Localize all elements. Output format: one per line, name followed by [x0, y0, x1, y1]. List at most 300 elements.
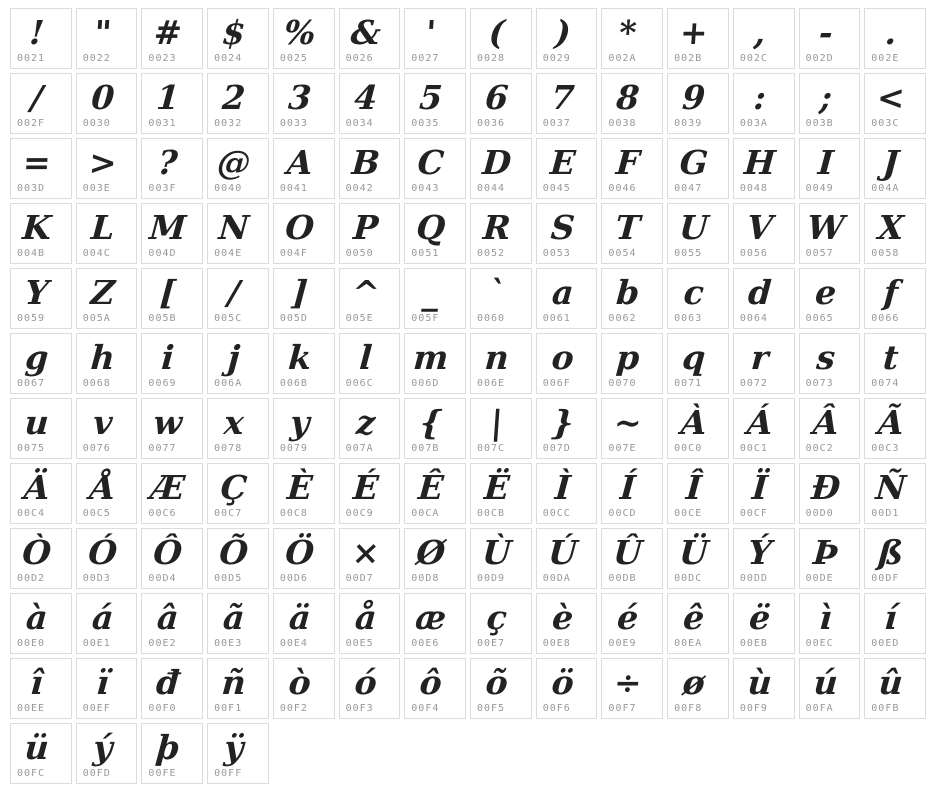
glyph-character: N	[217, 208, 251, 247]
glyph-character: ë	[747, 598, 772, 637]
glyph-character: >	[87, 143, 118, 182]
glyph-cell	[536, 8, 598, 69]
glyph-character: ï	[94, 663, 111, 702]
glyph-character: ã	[221, 598, 247, 637]
codepoint-label: 0063	[674, 313, 703, 324]
codepoint-label: 00E1	[82, 638, 111, 649]
codepoint-label: 0052	[477, 248, 506, 259]
codepoint-label: 00F6	[542, 703, 571, 714]
codepoint-label: 00CB	[477, 508, 506, 519]
glyph-cell	[667, 333, 729, 394]
codepoint-label: 0032	[214, 118, 243, 129]
glyph-cell	[339, 593, 401, 654]
glyph-character: <	[875, 78, 907, 117]
glyph-character: Ê	[417, 468, 446, 507]
codepoint-label: 00DF	[871, 573, 900, 584]
codepoint-label: 00C4	[17, 508, 46, 519]
codepoint-label: 0072	[739, 378, 768, 389]
codepoint-label: 00CD	[608, 508, 637, 519]
glyph-cell	[601, 138, 663, 199]
codepoint-label: 006A	[214, 378, 243, 389]
codepoint-label: 003A	[739, 118, 768, 129]
codepoint-label: 0050	[345, 248, 374, 259]
glyph-cell	[339, 528, 401, 589]
glyph-cell	[339, 203, 401, 264]
glyph-cell	[536, 398, 598, 459]
glyph-character: ×	[350, 533, 381, 572]
glyph-character: &	[349, 13, 382, 52]
glyph-cell	[273, 138, 335, 199]
glyph-cell	[733, 268, 795, 329]
codepoint-label: 00D0	[805, 508, 834, 519]
glyph-cell	[667, 73, 729, 134]
glyph-cell	[733, 528, 795, 589]
glyph-cell	[10, 528, 72, 589]
glyph-character: ç	[485, 598, 509, 637]
glyph-cell	[470, 528, 532, 589]
codepoint-label: 0022	[82, 53, 111, 64]
glyph-cell	[536, 658, 598, 719]
codepoint-label: 0069	[148, 378, 177, 389]
glyph-cell	[404, 138, 466, 199]
glyph-character: g	[23, 338, 50, 377]
glyph-character: o	[550, 338, 575, 377]
codepoint-label: 007A	[345, 443, 374, 454]
glyph-character: È	[285, 468, 314, 507]
glyph-cell	[76, 73, 138, 134]
glyph-cell	[601, 593, 663, 654]
glyph-character: Õ	[218, 533, 250, 572]
glyph-cell	[667, 593, 729, 654]
glyph-cell	[339, 138, 401, 199]
glyph-character: æ	[414, 598, 448, 637]
glyph-character: Í	[619, 468, 638, 507]
glyph-cell	[273, 658, 335, 719]
codepoint-label: 004D	[148, 248, 177, 259]
glyph-cell	[601, 73, 663, 134]
glyph-character: |	[489, 403, 505, 442]
glyph-cell	[799, 8, 861, 69]
glyph-cell	[76, 528, 138, 589]
glyph-cell	[733, 73, 795, 134]
glyph-character: [	[159, 273, 178, 312]
codepoint-label: 0056	[739, 248, 768, 259]
glyph-cell	[470, 658, 532, 719]
glyph-character: /	[29, 78, 45, 117]
glyph-cell	[470, 398, 532, 459]
glyph-cell	[799, 658, 861, 719]
glyph-character: à	[24, 598, 49, 637]
glyph-character: É	[351, 468, 380, 507]
glyph-cell	[667, 138, 729, 199]
glyph-cell	[76, 203, 138, 264]
codepoint-label: 00F4	[411, 703, 440, 714]
glyph-cell	[470, 333, 532, 394]
glyph-cell	[799, 138, 861, 199]
codepoint-label: 00ED	[871, 638, 900, 649]
glyph-cell	[799, 463, 861, 524]
glyph-character: â	[156, 598, 181, 637]
glyph-cell	[76, 8, 138, 69]
codepoint-label: 00D5	[214, 573, 243, 584]
glyph-character: O	[283, 208, 316, 247]
glyph-character: :	[752, 78, 768, 117]
glyph-cell	[10, 658, 72, 719]
glyph-character: ò	[287, 663, 313, 702]
glyph-cell	[733, 8, 795, 69]
glyph-character: I	[816, 143, 835, 182]
glyph-character: Ã	[876, 403, 906, 442]
glyph-cell	[667, 463, 729, 524]
glyph-character: ä	[287, 598, 312, 637]
glyph-character: W	[805, 208, 846, 247]
glyph-cell	[667, 528, 729, 589]
glyph-character: Ä	[22, 468, 52, 507]
glyph-character: Ô	[152, 533, 185, 572]
codepoint-label: 00F0	[148, 703, 177, 714]
glyph-character: ø	[681, 663, 707, 702]
codepoint-label: 006B	[279, 378, 308, 389]
glyph-cell	[601, 528, 663, 589]
glyph-cell	[404, 593, 466, 654]
glyph-character: 5	[418, 78, 444, 117]
codepoint-label: 00CA	[411, 508, 440, 519]
glyph-cell	[733, 593, 795, 654]
codepoint-label: 00FD	[82, 768, 111, 779]
glyph-cell	[536, 593, 598, 654]
codepoint-label: 0037	[542, 118, 571, 129]
glyph-character: Ç	[219, 468, 249, 507]
glyph-character: å	[353, 598, 378, 637]
glyph-cell	[207, 593, 269, 654]
glyph-character: f	[882, 273, 900, 312]
codepoint-label: 00EE	[17, 703, 46, 714]
codepoint-label: 003D	[17, 183, 46, 194]
glyph-character: _	[421, 273, 441, 312]
glyph-cell	[76, 723, 138, 784]
glyph-character: T	[614, 208, 642, 247]
codepoint-label: 00CC	[542, 508, 571, 519]
glyph-cell	[536, 203, 598, 264]
glyph-character: #	[153, 13, 184, 52]
glyph-cell	[339, 73, 401, 134]
codepoint-label: 007E	[608, 443, 637, 454]
codepoint-label: 0053	[542, 248, 571, 259]
codepoint-label: 00C6	[148, 508, 177, 519]
codepoint-label: 005C	[214, 313, 243, 324]
glyph-character: ß	[877, 533, 906, 572]
codepoint-label: 005A	[82, 313, 111, 324]
codepoint-label: 00E5	[345, 638, 374, 649]
glyph-character: 4	[352, 78, 379, 117]
glyph-character: y	[288, 403, 311, 442]
glyph-character: Q	[415, 208, 447, 247]
codepoint-label: 0061	[542, 313, 571, 324]
glyph-cell	[733, 398, 795, 459]
glyph-cell	[536, 528, 598, 589]
glyph-character: Ú	[546, 533, 579, 572]
glyph-cell	[799, 268, 861, 329]
glyph-cell	[601, 8, 663, 69]
glyph-character: 9	[681, 78, 707, 117]
glyph-character: Å	[88, 468, 117, 507]
glyph-cell	[601, 268, 663, 329]
glyph-character: `	[487, 273, 507, 312]
glyph-cell	[207, 463, 269, 524]
codepoint-label: 0030	[82, 118, 111, 129]
codepoint-label: 0049	[805, 183, 834, 194]
glyph-character: %	[282, 13, 317, 52]
glyph-character: !	[28, 13, 46, 52]
codepoint-label: 004F	[279, 248, 308, 259]
glyph-cell	[141, 333, 203, 394]
glyph-cell	[601, 333, 663, 394]
glyph-character: ÷	[613, 663, 644, 702]
codepoint-label: 0046	[608, 183, 637, 194]
codepoint-label: 00F8	[674, 703, 703, 714]
glyph-character: E	[548, 143, 577, 182]
codepoint-label: 00EA	[674, 638, 703, 649]
codepoint-label: 00F9	[739, 703, 768, 714]
codepoint-label: 0075	[17, 443, 46, 454]
glyph-cell	[864, 333, 926, 394]
codepoint-label: 00DC	[674, 573, 703, 584]
glyph-character: R	[481, 208, 512, 247]
glyph-cell	[601, 398, 663, 459]
glyph-cell	[207, 333, 269, 394]
codepoint-label: 0040	[214, 183, 243, 194]
glyph-cell	[10, 8, 72, 69]
glyph-character: t	[882, 338, 901, 377]
glyph-character: ü	[23, 728, 51, 767]
glyph-cell	[207, 8, 269, 69]
glyph-character: X	[876, 208, 906, 247]
glyph-character: q	[681, 338, 707, 377]
glyph-cell	[864, 463, 926, 524]
glyph-character: 2	[221, 78, 247, 117]
glyph-cell	[536, 138, 598, 199]
codepoint-label: 003E	[82, 183, 111, 194]
glyph-cell	[667, 268, 729, 329]
glyph-cell	[207, 138, 269, 199]
glyph-cell	[864, 203, 926, 264]
codepoint-label: 00E0	[17, 638, 46, 649]
glyph-character: $	[221, 13, 247, 52]
glyph-cell	[273, 528, 335, 589]
glyph-character: Ï	[750, 468, 769, 507]
glyph-cell	[667, 658, 729, 719]
glyph-character: 0	[89, 78, 116, 117]
glyph-cell	[207, 203, 269, 264]
codepoint-label: 0027	[411, 53, 440, 64]
codepoint-label: 00DD	[739, 573, 768, 584]
codepoint-label: 005D	[279, 313, 308, 324]
glyph-cell	[339, 463, 401, 524]
codepoint-label: 006F	[542, 378, 571, 389]
glyph-character: '	[424, 13, 438, 52]
codepoint-label: 00C5	[82, 508, 111, 519]
glyph-character: P	[351, 208, 380, 247]
glyph-cell	[601, 463, 663, 524]
glyph-character: U	[678, 208, 710, 247]
glyph-cell	[141, 593, 203, 654]
glyph-cell	[10, 268, 72, 329]
glyph-character: ]	[290, 273, 309, 312]
glyph-cell	[273, 333, 335, 394]
glyph-cell	[470, 8, 532, 69]
codepoint-label: 00E4	[279, 638, 308, 649]
glyph-character: ^	[350, 273, 381, 312]
glyph-cell	[273, 268, 335, 329]
glyph-character: u	[23, 403, 51, 442]
glyph-character: ý	[91, 728, 114, 767]
glyph-cell	[207, 398, 269, 459]
glyph-character: đ	[155, 663, 182, 702]
glyph-cell	[864, 658, 926, 719]
glyph-character: G	[678, 143, 710, 182]
codepoint-label: 0059	[17, 313, 46, 324]
glyph-character: û	[877, 663, 905, 702]
glyph-map-grid	[10, 8, 926, 784]
codepoint-label: 00FA	[805, 703, 834, 714]
codepoint-label: 00FC	[17, 768, 46, 779]
glyph-cell	[10, 138, 72, 199]
glyph-cell	[141, 268, 203, 329]
glyph-character: Ü	[678, 533, 710, 572]
glyph-cell	[733, 203, 795, 264]
glyph-cell	[76, 398, 138, 459]
glyph-cell	[404, 463, 466, 524]
glyph-character: ;	[817, 78, 833, 117]
codepoint-label: 005F	[411, 313, 440, 324]
glyph-cell	[339, 268, 401, 329]
codepoint-label: 00FF	[214, 768, 243, 779]
glyph-character: Ý	[746, 533, 773, 572]
codepoint-label: 0065	[805, 313, 834, 324]
glyph-cell	[864, 138, 926, 199]
glyph-character: J	[881, 143, 901, 182]
glyph-character: -	[817, 13, 834, 52]
glyph-cell	[76, 658, 138, 719]
glyph-character: õ	[484, 663, 510, 702]
codepoint-label: 00DA	[542, 573, 571, 584]
codepoint-label: 00EF	[82, 703, 111, 714]
codepoint-label: 003C	[871, 118, 900, 129]
glyph-character: b	[615, 273, 642, 312]
codepoint-label: 0067	[17, 378, 46, 389]
glyph-cell	[141, 398, 203, 459]
codepoint-label: 006C	[345, 378, 374, 389]
glyph-character: /	[226, 273, 242, 312]
glyph-cell	[799, 398, 861, 459]
codepoint-label: 0073	[805, 378, 834, 389]
glyph-character: S	[549, 208, 576, 247]
glyph-cell	[470, 593, 532, 654]
glyph-character: l	[357, 338, 374, 377]
glyph-character: é	[616, 598, 641, 637]
codepoint-label: 0033	[279, 118, 308, 129]
glyph-character: 7	[549, 78, 576, 117]
glyph-cell	[864, 73, 926, 134]
glyph-cell	[864, 593, 926, 654]
glyph-cell	[799, 73, 861, 134]
glyph-character: z	[354, 403, 377, 442]
glyph-cell	[536, 463, 598, 524]
glyph-cell	[404, 398, 466, 459]
glyph-character: m	[412, 338, 450, 377]
glyph-cell	[601, 203, 663, 264]
codepoint-label: 0036	[477, 118, 506, 129]
codepoint-label: 00D3	[82, 573, 111, 584]
glyph-character: k	[286, 338, 313, 377]
glyph-cell	[404, 73, 466, 134]
glyph-character: h	[89, 338, 116, 377]
codepoint-label: 0051	[411, 248, 440, 259]
glyph-cell	[76, 138, 138, 199]
glyph-character: À	[679, 403, 709, 442]
codepoint-label: 004E	[214, 248, 243, 259]
glyph-character: n	[483, 338, 511, 377]
glyph-cell	[10, 723, 72, 784]
codepoint-label: 0034	[345, 118, 374, 129]
glyph-character: {	[419, 403, 444, 442]
glyph-character: í	[883, 598, 899, 637]
codepoint-label: 0038	[608, 118, 637, 129]
glyph-character: L	[89, 208, 116, 247]
glyph-character: ù	[746, 663, 774, 702]
codepoint-label: 0077	[148, 443, 177, 454]
glyph-character: p	[615, 338, 642, 377]
codepoint-label: 0021	[17, 53, 46, 64]
glyph-cell	[207, 73, 269, 134]
glyph-character: j	[226, 338, 242, 377]
glyph-cell	[470, 73, 532, 134]
codepoint-label: 0054	[608, 248, 637, 259]
glyph-character: ñ	[220, 663, 248, 702]
glyph-cell	[141, 723, 203, 784]
codepoint-label: 0055	[674, 248, 703, 259]
glyph-cell	[10, 593, 72, 654]
glyph-cell	[207, 528, 269, 589]
glyph-cell	[339, 658, 401, 719]
glyph-cell	[10, 203, 72, 264]
glyph-character: s	[814, 338, 837, 377]
glyph-character: Ò	[21, 533, 53, 572]
glyph-cell	[76, 268, 138, 329]
glyph-cell	[10, 333, 72, 394]
glyph-character: Z	[89, 273, 116, 312]
glyph-cell	[733, 658, 795, 719]
codepoint-label: 00C3	[871, 443, 900, 454]
codepoint-label: 0064	[739, 313, 768, 324]
glyph-cell	[339, 333, 401, 394]
codepoint-label: 0047	[674, 183, 703, 194]
glyph-character: î	[29, 663, 45, 702]
glyph-cell	[10, 398, 72, 459]
codepoint-label: 00C0	[674, 443, 703, 454]
codepoint-label: 00E6	[411, 638, 440, 649]
codepoint-label: 0029	[542, 53, 571, 64]
glyph-character: ö	[550, 663, 575, 702]
codepoint-label: 0066	[871, 313, 900, 324]
codepoint-label: 004C	[82, 248, 111, 259]
glyph-cell	[536, 268, 598, 329]
glyph-character: Ø	[415, 533, 447, 572]
codepoint-label: 004A	[871, 183, 900, 194]
codepoint-label: 00C9	[345, 508, 374, 519]
glyph-cell	[273, 398, 335, 459]
glyph-cell	[207, 658, 269, 719]
